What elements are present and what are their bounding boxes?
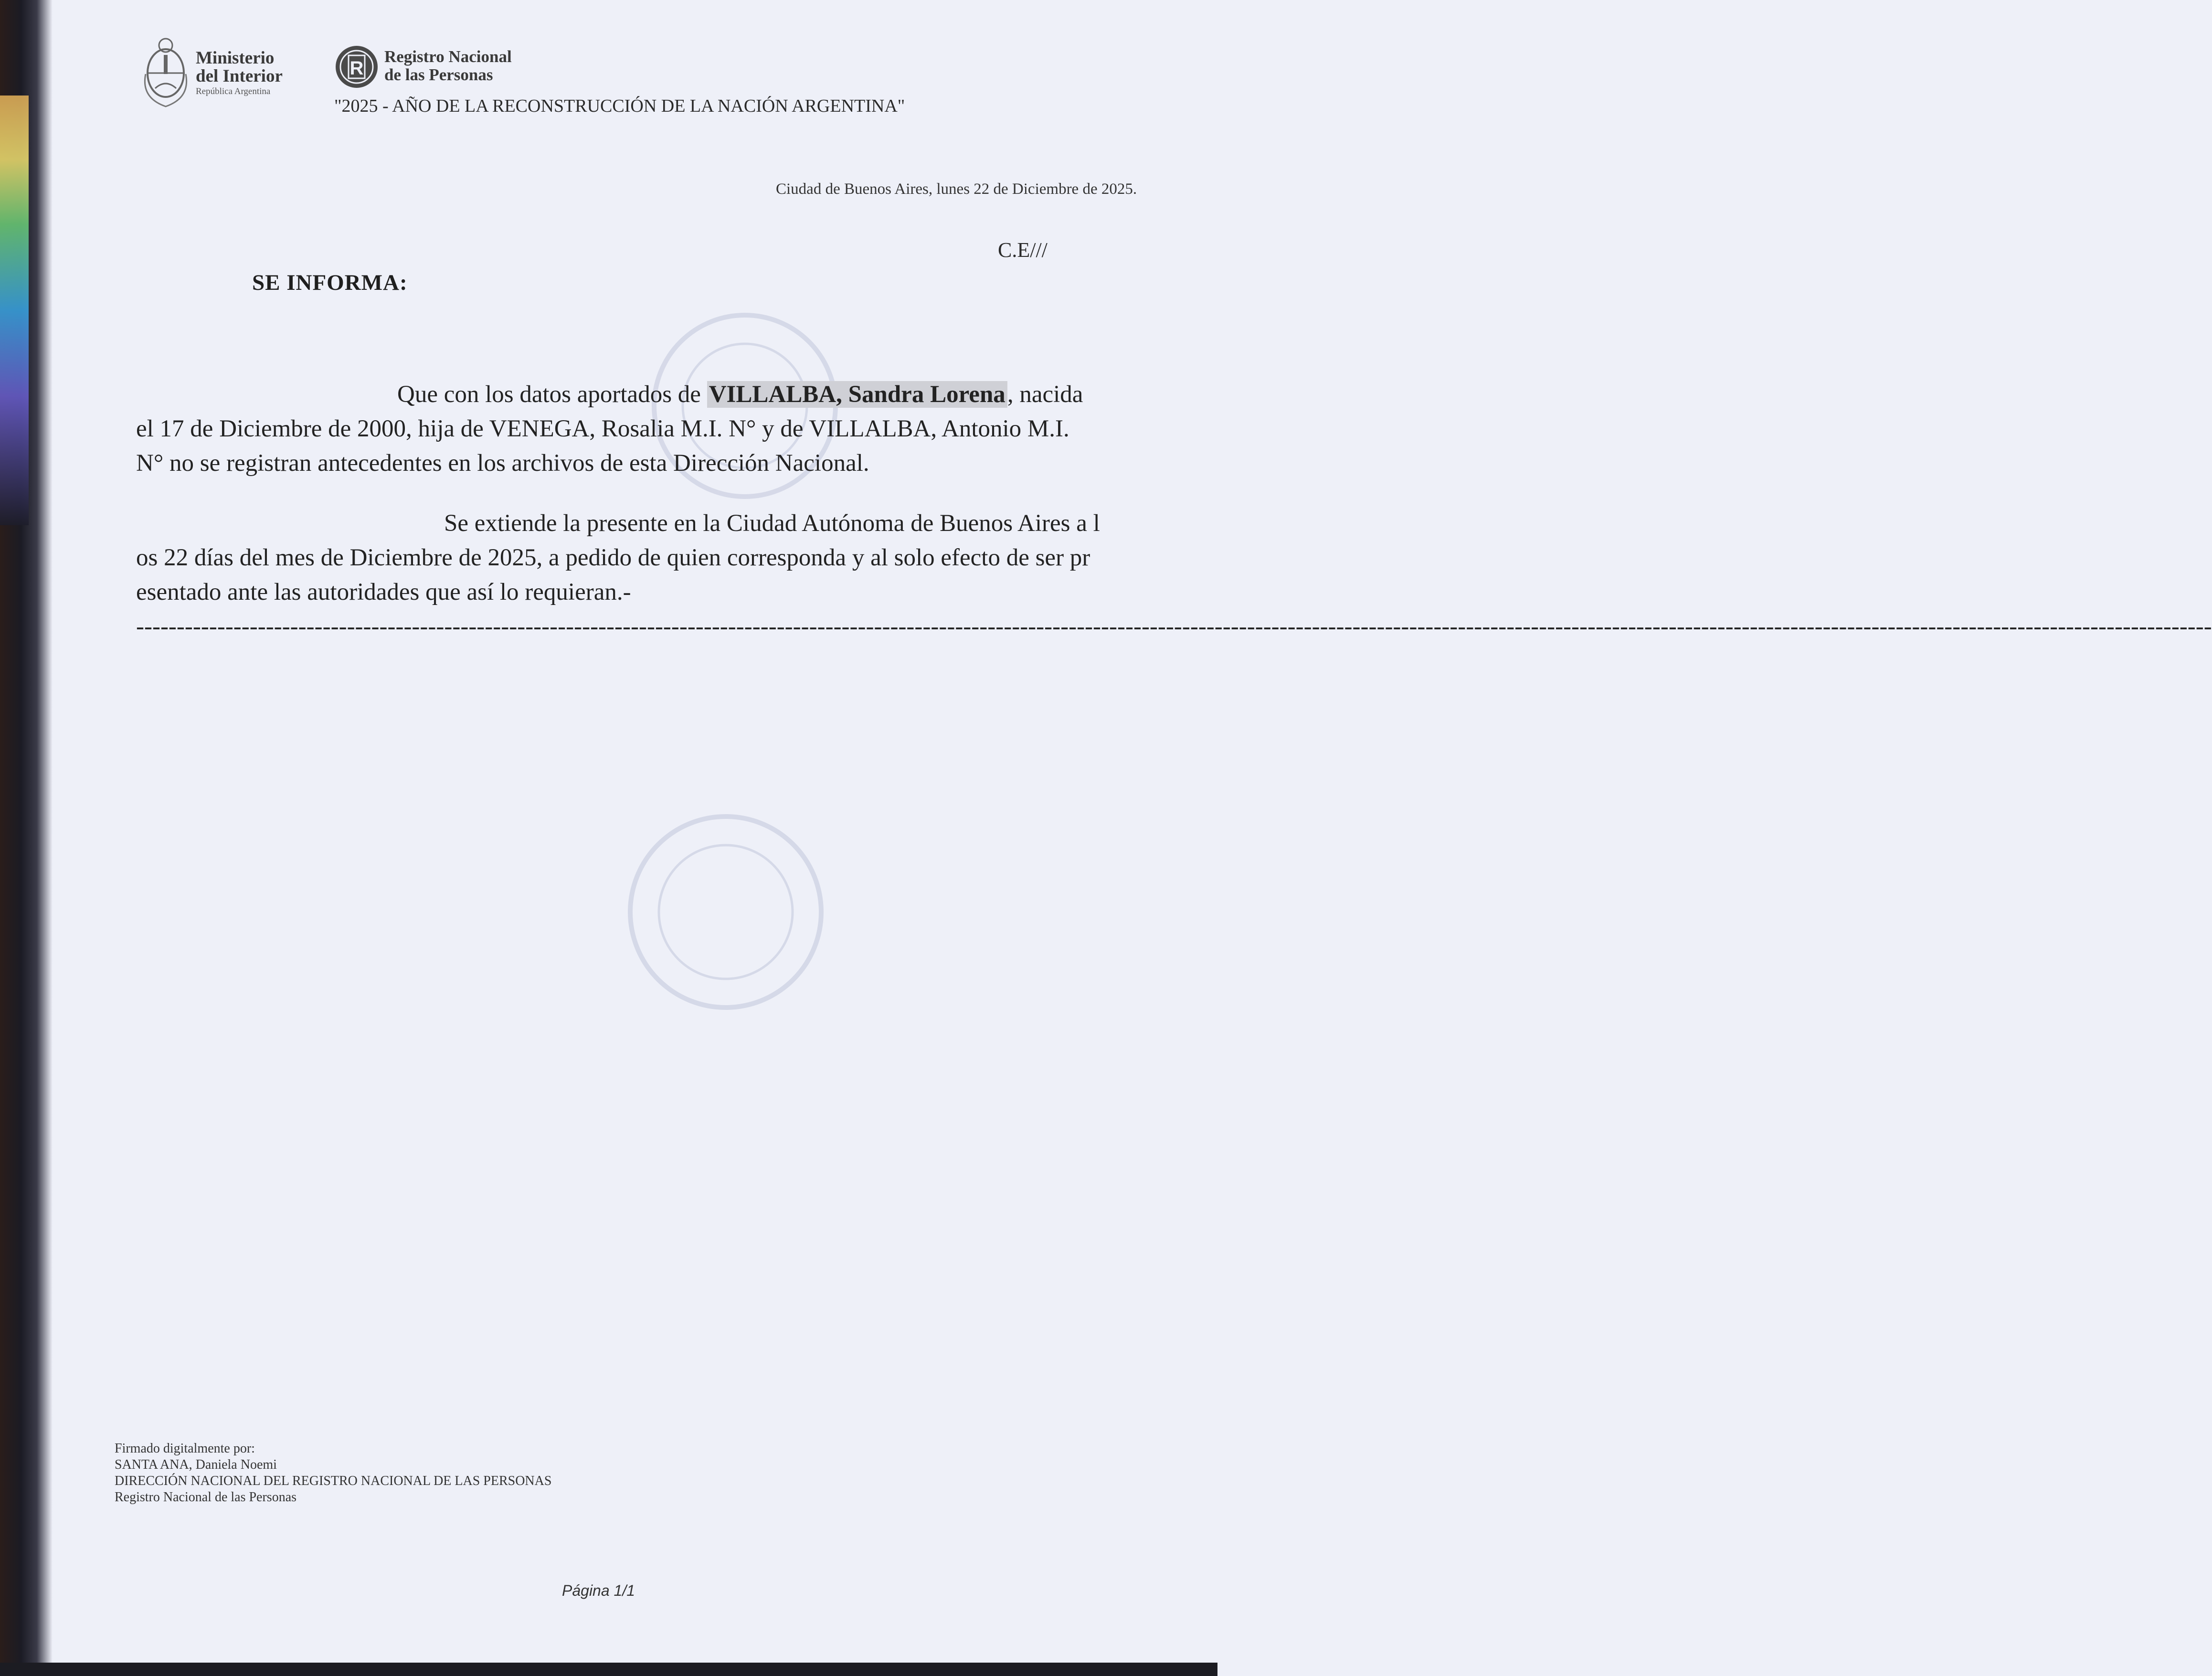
dash-fill-1: ---------------------------------------------------------------------------------------------------------------------------------------------------------------------------------------------------------------------------------------------------------------- [136, 613, 2212, 640]
paragraph-1-rest: , nacida el 17 de Diciembre de 2000, hija de VENEGA, Rosalia M.I. N° y de VILLALBA, Antonio M.I. N° no se registran antecedentes en los archivos de esta Dirección Nacional. [136, 381, 1083, 477]
bleed-through-stamp-2-icon [625, 788, 845, 1055]
scan-color-artifact [0, 95, 29, 525]
argentina-coat-of-arms-icon [141, 31, 191, 112]
signature-line-2: SANTA ANA, Daniela Noemi [115, 1457, 277, 1472]
signature-line-1: Firmado digitalmente por: [115, 1441, 255, 1456]
svg-text:R: R [349, 58, 364, 79]
heading: SE INFORMA: [252, 270, 408, 295]
year-motto: "2025 - AÑO DE LA RECONSTRUCCIÓN DE LA NACIÓN ARGENTINA" [334, 96, 905, 116]
paragraph-2 [136, 506, 2212, 644]
paragraph-1-lead: Que con los datos aportados de [397, 381, 707, 408]
renaper-logo [334, 38, 582, 100]
scan-bottom-edge [0, 1663, 1217, 1676]
paragraph-2-text: Se extiende la presente en la Ciudad Autónoma de Buenos Aires a los 22 días del mes de Diciembre de 2025, a pedido de quien corresponda y al solo efecto de ser presentado ante las autoridades que así lo requieran.- [136, 510, 1100, 605]
renaper-line-2: de las Personas [384, 65, 493, 84]
signature-line-4: Registro Nacional de las Personas [115, 1490, 297, 1505]
ministry-line-2: del Interior [196, 66, 283, 86]
signature-line-3: DIRECCIÓN NACIONAL DEL REGISTRO NACIONAL DE LAS PERSONAS [115, 1474, 552, 1488]
document-page [53, 0, 2212, 1663]
ministry-name [196, 49, 283, 98]
ministry-line-3: República Argentina [196, 86, 271, 96]
issue-date: Ciudad de Buenos Aires, lunes 22 de Diciembre de 2025. [776, 180, 1137, 198]
renaper-line-1: Registro Nacional [384, 47, 512, 66]
paragraph-1 [136, 377, 1101, 480]
page-number: Página 1/1 [562, 1582, 635, 1599]
ministry-line-1: Ministerio [196, 48, 275, 68]
person-name: VILLALBA, Sandra Lorena [707, 381, 1007, 408]
signature-block [115, 1441, 551, 1506]
reference-code: C.E/// [998, 238, 1048, 262]
renaper-r-logo-icon [334, 38, 380, 95]
renaper-name [384, 48, 512, 84]
